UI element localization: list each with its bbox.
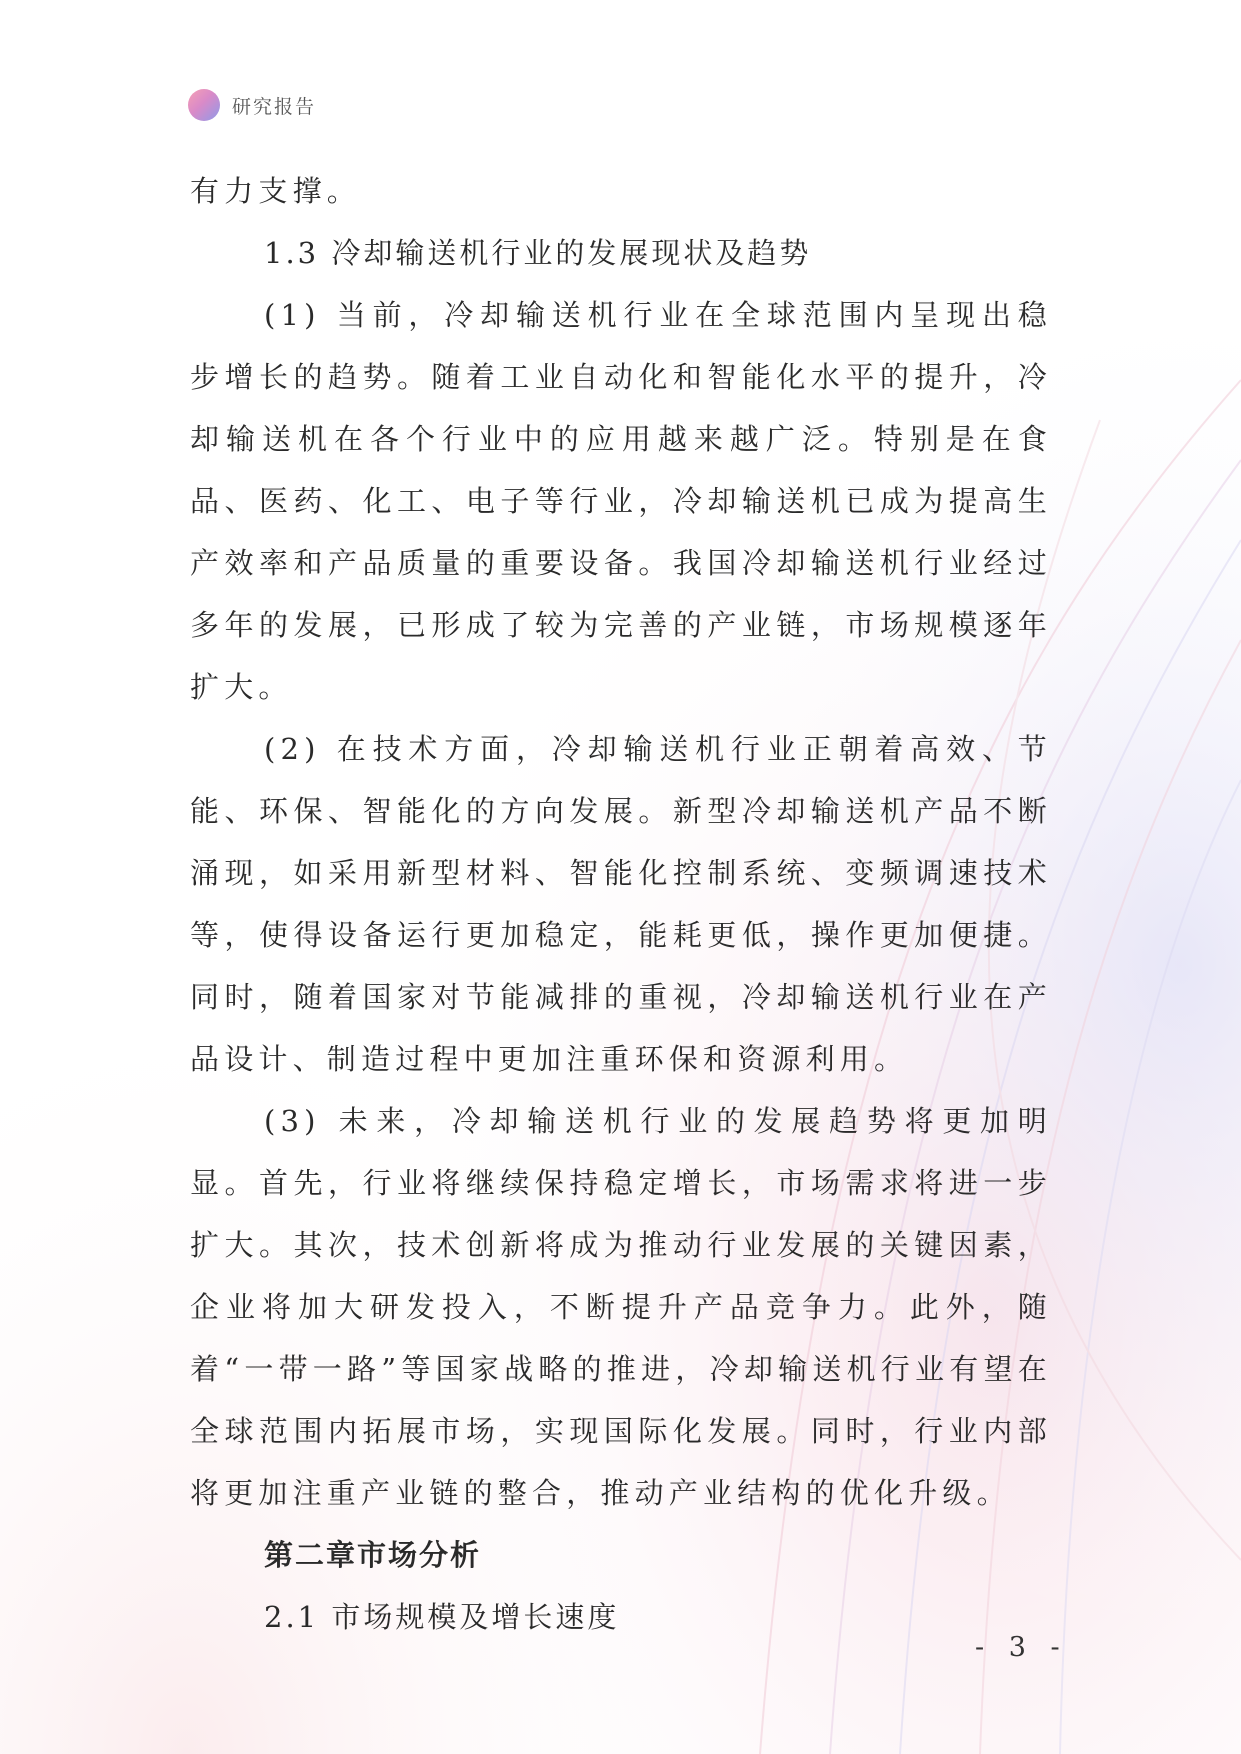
report-header <box>188 89 316 121</box>
paragraph-3: (3) 未来，冷却输送机行业的发展趋势将更加明显。首先，行业将继续保持稳定增长，市场需求将进一步扩大。其次，技术创新将成为推动行业发展的关键因素，企业将加大研发投入，不断提升产品竞争力。此外，随着“一带一路”等国家战略的推进，冷却输送机行业有望在全球范围内拓展市场，实现国际化发展。同时，行业内部将更加注重产业链的整合，推动产业结构的优化升级。 <box>190 1104 1052 1510</box>
page-number: - 3 - <box>975 1632 1068 1663</box>
chapter-heading-2: 第二章市场分析 <box>264 1538 482 1572</box>
paragraph-2: (2) 在技术方面，冷却输送机行业正朝着高效、节能、环保、智能化的方向发展。新型冷却输送机产品不断涌现，如采用新型材料、智能化控制系统、变频调速技术等，使得设备运行更加稳定，能耗更低，操作更加便捷。同时，随着国家对节能减排的重视，冷却输送机行业在产品设计、制造过程中更加注重环保和资源利用。 <box>190 732 1052 1076</box>
intro-line: 有力支撑。 <box>190 174 362 208</box>
logo-circle-icon <box>188 89 220 121</box>
section-heading-1-3: 1.3 冷却输送机行业的发展现状及趋势 <box>264 236 812 270</box>
header-title: 研究报告 <box>232 95 317 118</box>
section-heading-2-1: 2.1 市场规模及增长速度 <box>264 1600 620 1634</box>
document-body <box>190 160 1052 1648</box>
paragraph-1: (1) 当前，冷却输送机行业在全球范围内呈现出稳步增长的趋势。随着工业自动化和智能化水平的提升，冷却输送机在各个行业中的应用越来越广泛。特别是在食品、医药、化工、电子等行业，冷却输送机已成为提高生产效率和产品质量的重要设备。我国冷却输送机行业经过多年的发展，已形成了较为完善的产业链，市场规模逐年扩大。 <box>190 298 1052 704</box>
